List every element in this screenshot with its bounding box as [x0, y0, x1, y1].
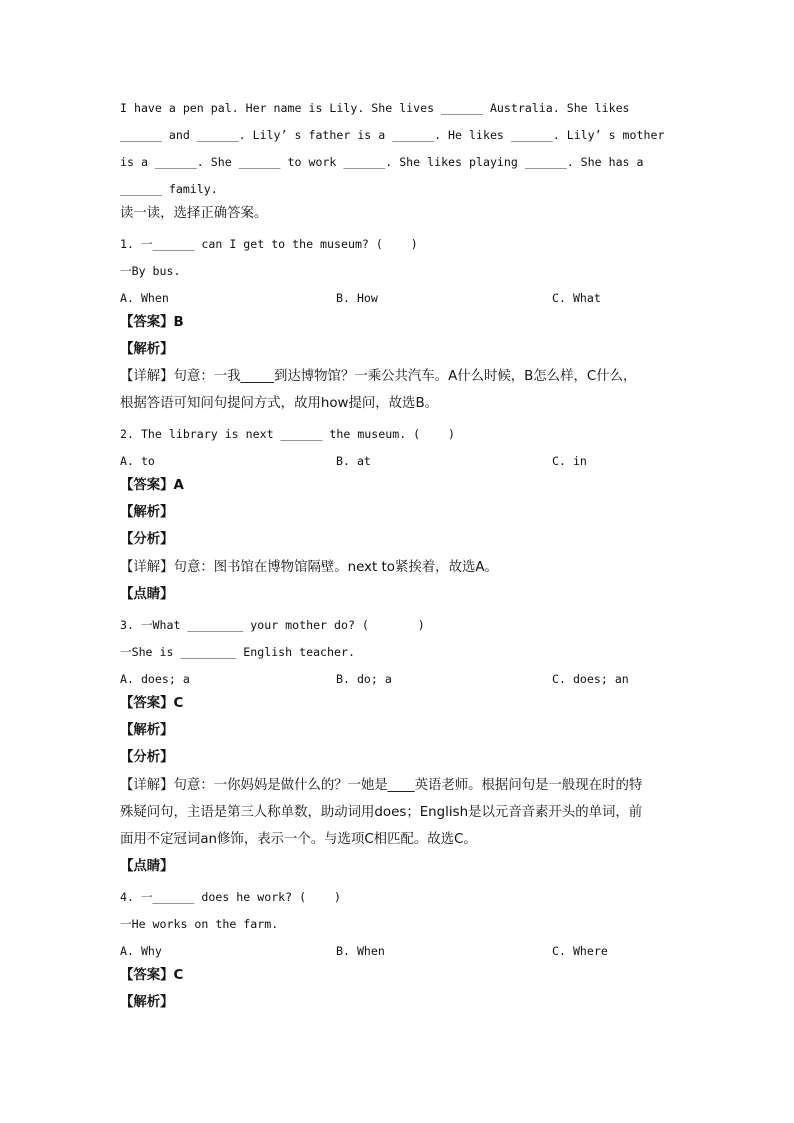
- q2-answer: 【答案】A: [120, 478, 184, 493]
- passage-line-2: ______ and ______. Lily’ s father is a ______. He likes ______. Lily’ s mother: [120, 128, 665, 142]
- q3-option-a: A. does; a: [120, 672, 190, 686]
- q3-detail-line-1: 【详解】句意：一你妈妈是做什么的？一她是____英语老师。根据问句是一般现在时的特: [120, 778, 643, 793]
- q3-analysis-label: 【解析】: [120, 723, 174, 738]
- q2-option-a: A. to: [120, 454, 155, 468]
- q3-stem: 3. 一What ________ your mother do? ( ): [120, 618, 425, 632]
- q1-detail-line-2: 根据答语可知问句提问方式，故用how提问，故选B。: [120, 396, 439, 411]
- q2-fenxi-label: 【分析】: [120, 532, 174, 547]
- q1-detail-line-1: 【详解】句意：一我_____到达博物馆？一乘公共汽车。A什么时候，B怎么样，C什么，: [120, 369, 637, 384]
- q3-dianjing-label: 【点睛】: [120, 859, 174, 874]
- q1-reply: 一By bus.: [120, 264, 181, 278]
- q2-stem: 2. The library is next ______ the museum. ( ): [120, 427, 456, 441]
- q3-detail-line-3: 面用不定冠词an修饰，表示一个。与选项C相匹配。故选C。: [120, 832, 477, 847]
- q4-reply: 一He works on the farm.: [120, 917, 279, 931]
- q3-fenxi-label: 【分析】: [120, 750, 174, 765]
- q4-answer: 【答案】C: [120, 968, 184, 983]
- q2-dianjing-label: 【点睛】: [120, 587, 174, 602]
- q3-detail-line-2: 殊疑问句，主语是第三人称单数，助动词用does；English是以元音音素开头的单词，前: [120, 805, 643, 820]
- q2-detail-line-1: 【详解】句意：图书馆在博物馆隔壁。next to紧挨着，故选A。: [120, 560, 498, 575]
- q4-option-a: A. Why: [120, 944, 162, 958]
- q3-answer: 【答案】C: [120, 696, 184, 711]
- q4-option-b: B. When: [336, 944, 385, 958]
- q4-option-c: C. Where: [552, 944, 608, 958]
- q2-option-b: B. at: [336, 454, 371, 468]
- passage-line-3: is a ______. She ______ to work ______. She likes playing ______. She has a: [120, 155, 644, 169]
- q1-option-a: A. When: [120, 291, 169, 305]
- q2-option-c: C. in: [552, 454, 587, 468]
- q3-option-b: B. do; a: [336, 672, 392, 686]
- q1-stem: 1. 一______ can I get to the museum? ( ): [120, 237, 418, 251]
- section-title: 读一读，选择正确答案。: [120, 206, 268, 221]
- passage-line-4: ______ family.: [120, 182, 218, 196]
- q2-analysis-label: 【解析】: [120, 505, 174, 520]
- q4-stem: 4. 一______ does he work? ( ): [120, 890, 341, 904]
- q3-option-c: C. does; an: [552, 672, 629, 686]
- q1-analysis-label: 【解析】: [120, 342, 174, 357]
- q1-option-c: C. What: [552, 291, 601, 305]
- q1-option-b: B. How: [336, 291, 378, 305]
- q4-analysis-label: 【解析】: [120, 995, 174, 1010]
- passage-line-1: I have a pen pal. Her name is Lily. She lives ______ Australia. She likes: [120, 101, 630, 115]
- q3-reply: 一She is ________ English teacher.: [120, 645, 355, 659]
- q1-answer: 【答案】B: [120, 315, 184, 330]
